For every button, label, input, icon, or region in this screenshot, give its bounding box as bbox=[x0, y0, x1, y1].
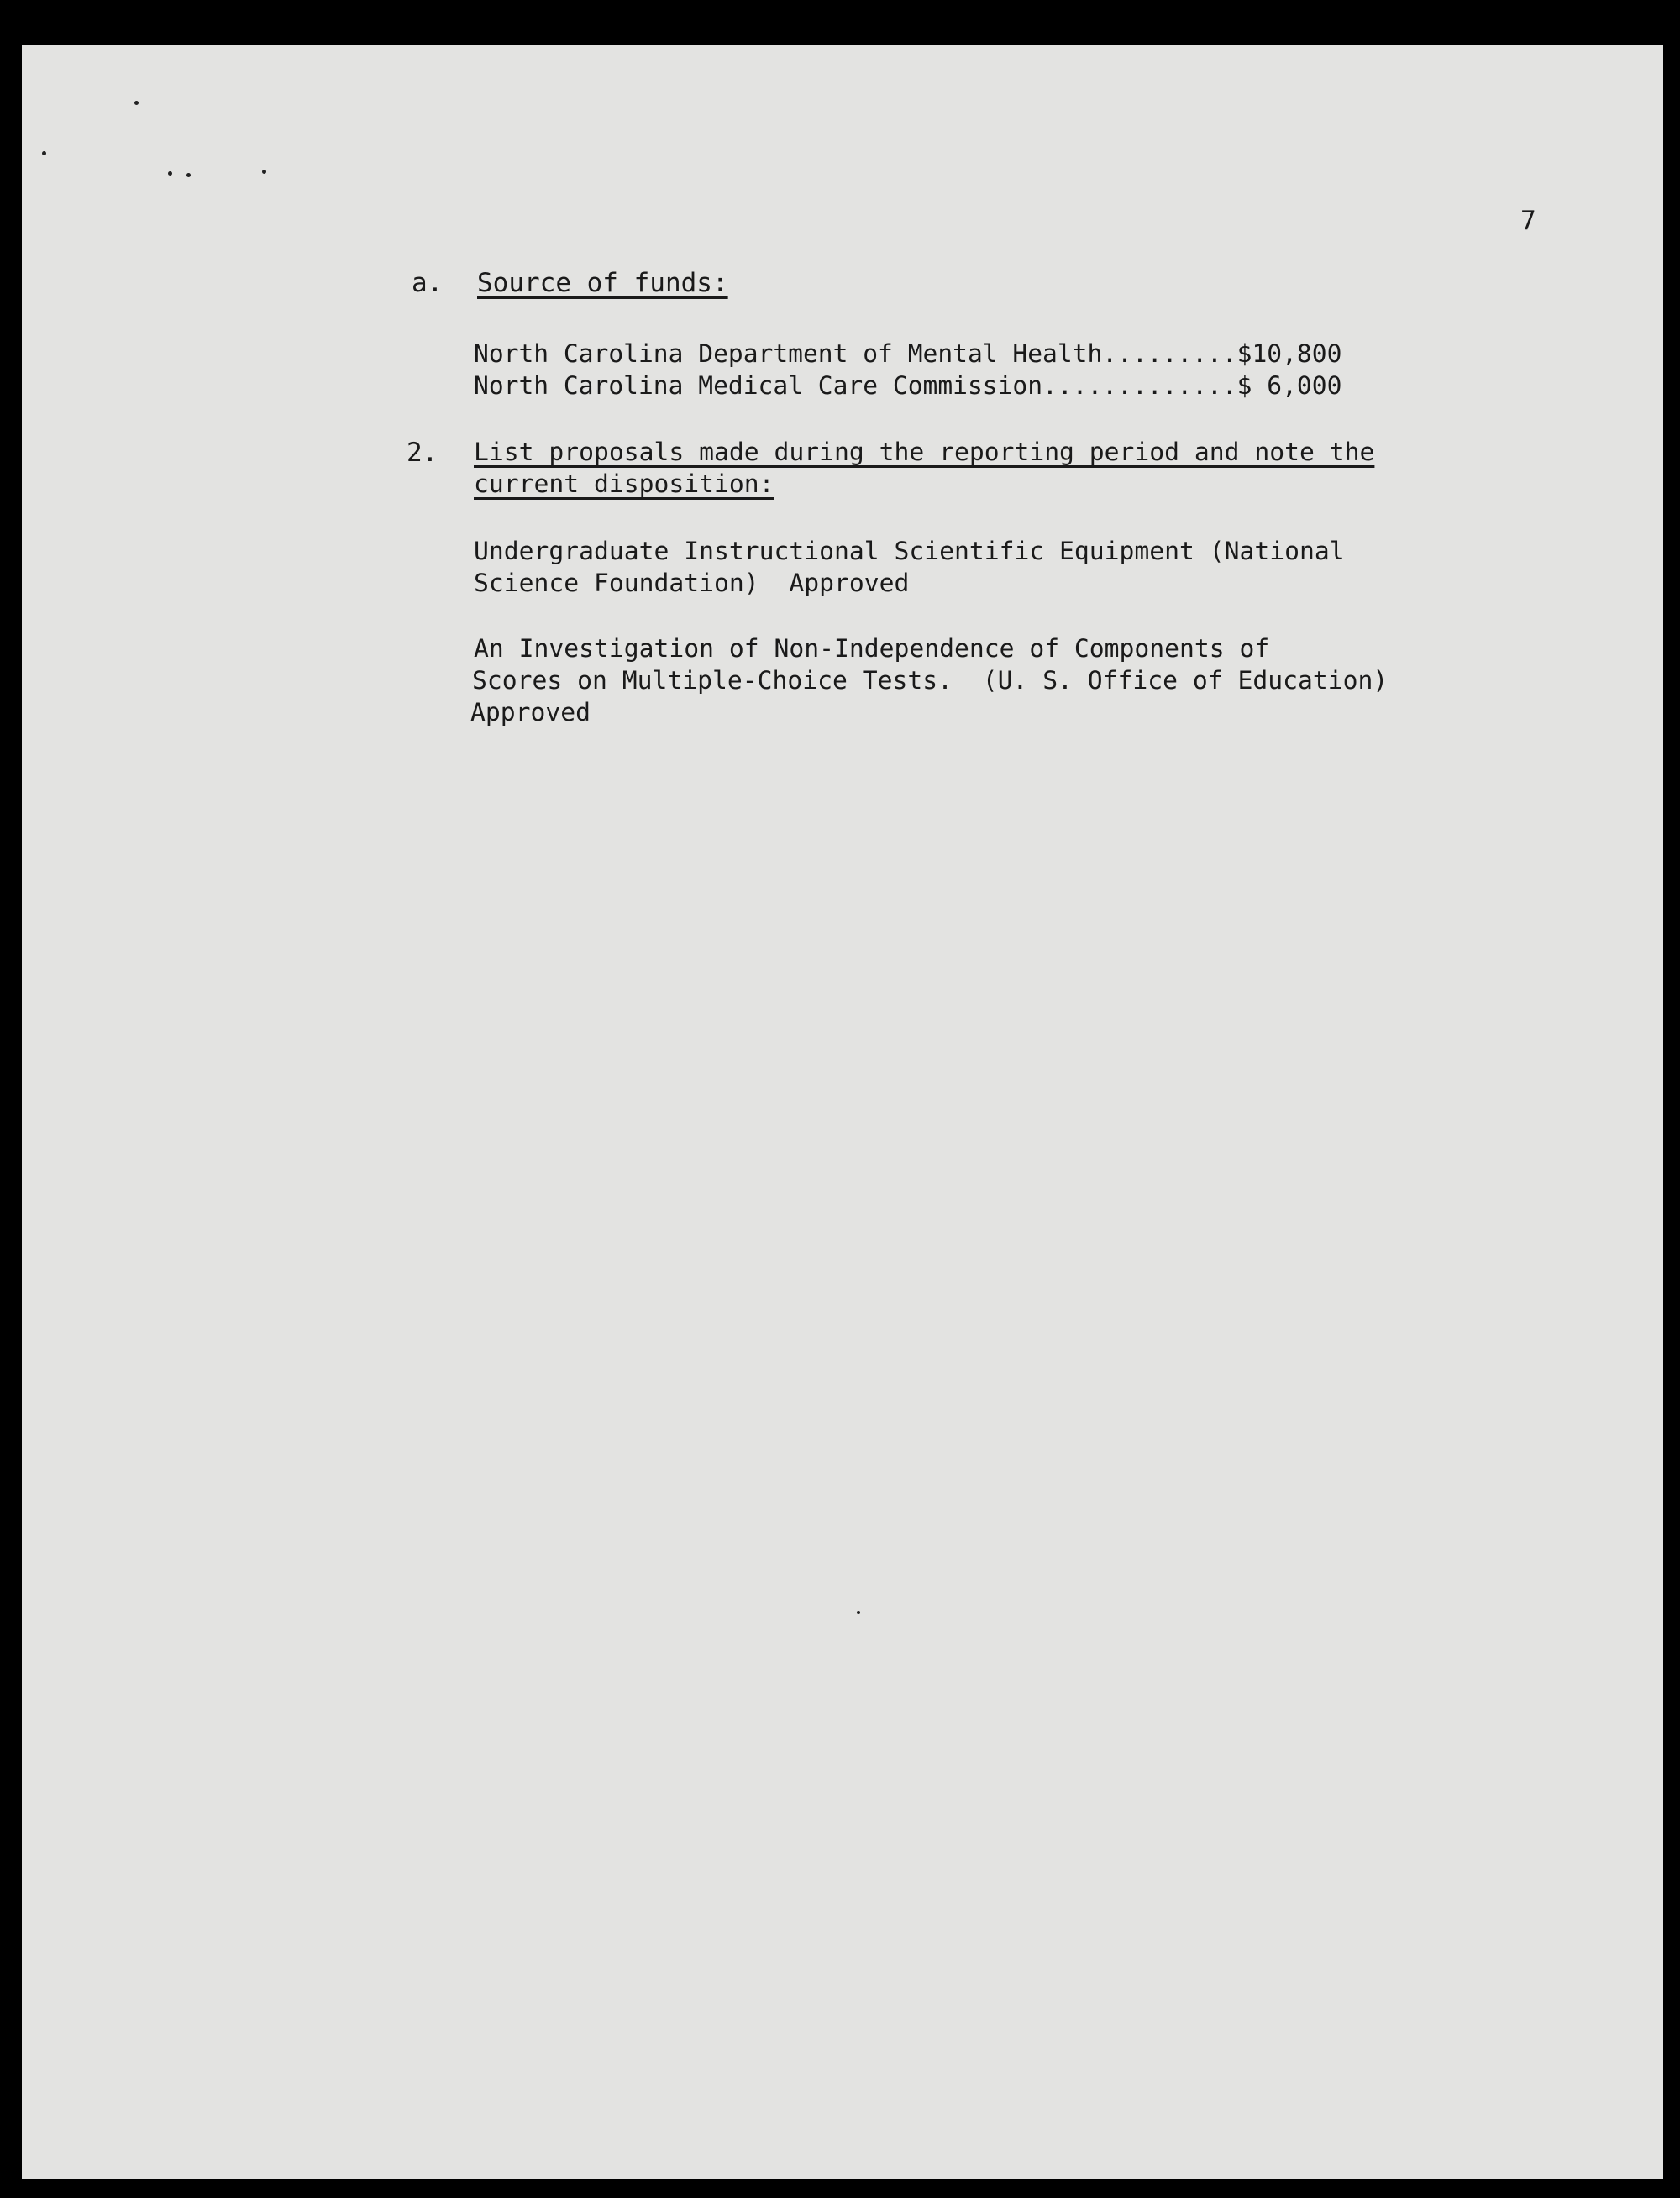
speck bbox=[134, 101, 139, 105]
proposal-line: Undergraduate Instructional Scientific Equipment (National bbox=[474, 537, 1345, 566]
section-2-heading: current disposition: bbox=[474, 470, 774, 499]
speck bbox=[168, 171, 172, 176]
speck bbox=[186, 173, 191, 177]
proposal-line: Science Foundation) Approved bbox=[474, 569, 910, 598]
document-page bbox=[22, 45, 1663, 2179]
section-2-marker: 2. bbox=[407, 438, 438, 468]
funds-line: North Carolina Department of Mental Health.........$10,800 bbox=[474, 339, 1342, 368]
speck bbox=[857, 1611, 860, 1614]
speck bbox=[42, 151, 46, 155]
funds-line: North Carolina Medical Care Commission.............$ 6,000 bbox=[474, 371, 1342, 400]
proposal-line: Approved bbox=[470, 698, 591, 727]
proposal-line: Scores on Multiple-Choice Tests. (U. S. Office of Education) bbox=[472, 666, 1389, 695]
section-a-marker: a. bbox=[412, 268, 444, 298]
section-2-heading: List proposals made during the reporting period and note the bbox=[474, 438, 1375, 467]
speck bbox=[262, 170, 266, 174]
page-number: 7 bbox=[1520, 206, 1536, 236]
proposal-line: An Investigation of Non-Independence of Components of bbox=[474, 634, 1270, 664]
section-a-heading: Source of funds: bbox=[477, 268, 728, 298]
